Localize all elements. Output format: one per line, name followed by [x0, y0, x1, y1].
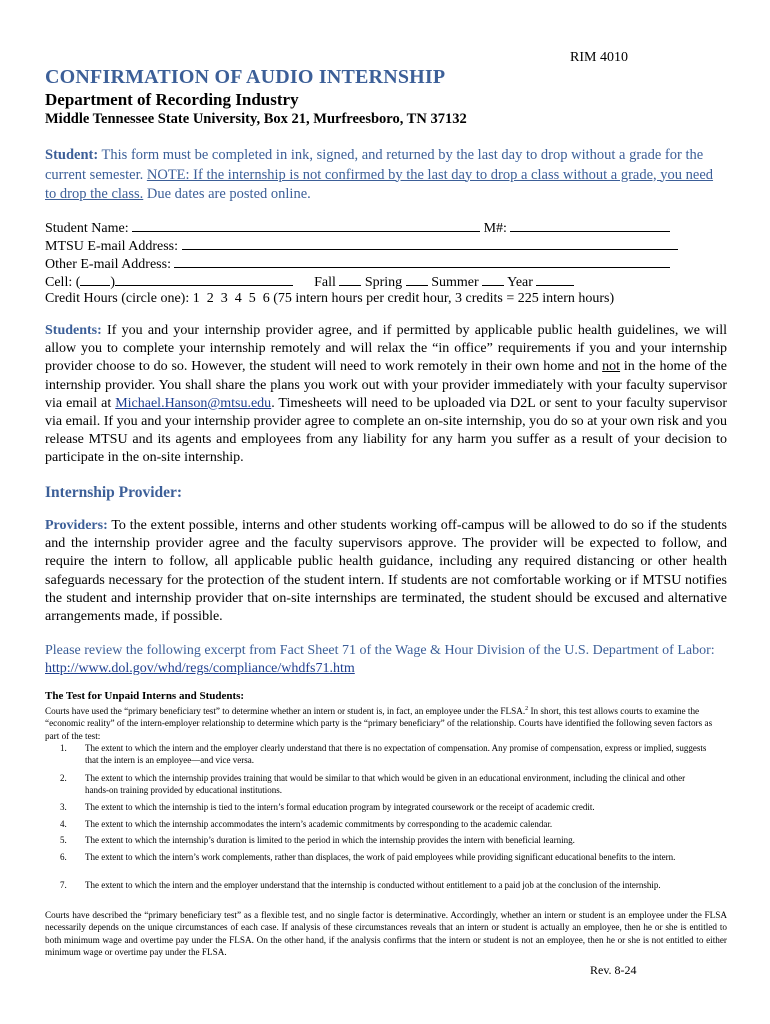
- other-email-field[interactable]: [174, 254, 670, 268]
- supervisor-email-link[interactable]: Michael.Hanson@mtsu.edu: [115, 395, 272, 411]
- footnote-marker: 2: [525, 706, 529, 712]
- year-label: Year: [507, 275, 533, 290]
- cell-semester-row: [45, 272, 574, 292]
- factor-text: The extent to which the intern’s work complements, rather than displaces, the work of paid employees while providing significant educational benefits to the intern.: [85, 852, 676, 862]
- form-code: RIM 4010: [570, 50, 628, 65]
- factor-number: 1.: [60, 743, 67, 753]
- department-name: Department of Recording Industry: [45, 90, 299, 109]
- factor-number: 4.: [60, 819, 67, 829]
- factor-number: 5.: [60, 835, 67, 845]
- unpaid-interns-test-heading: The Test for Unpaid Interns and Students:: [45, 690, 245, 702]
- students-text-end: . Timesheets will need to be uploaded via D2L or sent to your faculty supervisor via email. If you and your internship provider agree to complete an on-site internship, you do so at your own risk and you release MTSU and its agents and employees from any liability for any harm you suffer as a result of your decision to participate in the on-site internship.: [45, 395, 727, 466]
- summer-label: Summer: [431, 275, 479, 290]
- not-emphasis: not: [602, 359, 621, 375]
- summer-field[interactable]: [482, 272, 504, 286]
- year-field[interactable]: [536, 272, 574, 286]
- fall-label: Fall: [314, 275, 336, 290]
- factor-text: The extent to which the intern and the employer understand that the internship is conducted without entitlement to a paid job at the conclusion of the internship.: [85, 880, 661, 890]
- providers-text: To the extent possible, interns and other students working off-campus will be allowed to do so if the students and the internship provider agree and the faculty supervisors approve. The provider will be expected to follow, and require the intern to follow, all applicable public health guidance, including any required distancing or other health safeguards necessary for the protection of the student intern. If students are not comfortable working or if MTSU notifies the student and internship provider that on-site internships are terminated, the student should be excused and alternative arrangements made, if possible.: [45, 518, 727, 625]
- credit-hours-row: [45, 290, 614, 308]
- factor-number: 6.: [60, 852, 67, 862]
- spring-field[interactable]: [406, 272, 428, 286]
- credit-hours-options[interactable]: 1 2 3 4 5 6: [192, 291, 270, 306]
- test-closing: Courts have described the “primary beneficiary test” as a flexible test, and no single factor is determinative. Accordingly, whether an intern or student is an employee under the FLSA necessarily depends on the unique circumstances of each case. If analysis of these circumstances reveals that an intern or student is actually an employee, then he or she is entitled to both minimum wage and overtime pay under the FLSA. On the other hand, if the analysis confirms that the intern or student is not an employee, then he or she is not entitled to either minimum wage or overtime pay under the FLSA.: [45, 910, 727, 958]
- cell-number-field[interactable]: [115, 272, 293, 286]
- excerpt-text: Please review the following excerpt from Fact Sheet 71 of the Wage & Hour Division of the U.S. Department of Labor:: [45, 643, 715, 658]
- other-email-label: Other E-mail Address:: [45, 257, 171, 272]
- spring-label: Spring: [364, 275, 403, 290]
- student-notice: [45, 146, 727, 205]
- other-email-row: [45, 254, 670, 274]
- factor-text: The extent to which the internship’s duration is limited to the period in which the internship provides the intern with beneficial learning.: [85, 835, 575, 845]
- test-intro-text-continued: In short, this test allows courts to examine the “economic reality” of the intern-employer relationship to determine which party is the “primary beneficiary” of the relationship. Courts have identified the following seven factors as part of the test:: [45, 706, 713, 741]
- fall-field[interactable]: [339, 272, 361, 286]
- dol-fact-sheet-link[interactable]: http://www.dol.gov/whd/regs/compliance/whdfs71.htm: [45, 661, 355, 676]
- cell-label: Cell: (: [45, 275, 81, 290]
- revision-label: Rev. 8-24: [590, 963, 637, 977]
- factor-text: The extent to which the internship accommodates the intern’s academic commitments by corresponding to the academic calendar.: [85, 819, 553, 829]
- student-notice-text: This form must be completed in ink, signed, and returned by the last day to drop without a grade for the current semester.: [45, 147, 704, 183]
- students-text: If you and your internship provider agree, and if permitted by applicable public health guidelines, we will allow you to complete your internship remotely and will relax the “in office” requirements if you and your internship provider choose to do so. However, the student will need to work remotely in their own home and: [45, 323, 727, 375]
- factor-text: The extent to which the internship is tied to the intern’s formal education program by integrated coursework or the receipt of academic credit.: [85, 802, 595, 812]
- students-text-continued: in the home of the internship provider. You shall share the plans you work out with your provider immediately with your faculty supervisor via email at: [45, 359, 727, 411]
- factor-number: 3.: [60, 802, 67, 812]
- student-name-field[interactable]: [132, 218, 480, 232]
- test-intro-text: Courts have used the “primary beneficiary test” to determine whether an intern or student is, in fact, an employee under the FLSA.: [45, 706, 526, 717]
- credit-hours-note: (75 intern hours per credit hour, 3 credits = 225 intern hours): [273, 291, 615, 306]
- students-label: Students:: [45, 323, 102, 338]
- mtsu-email-row: [45, 236, 678, 256]
- mtsu-email-label: MTSU E-mail Address:: [45, 239, 178, 254]
- factor-number: 2.: [60, 773, 67, 783]
- providers-label: Providers:: [45, 518, 108, 533]
- students-section: [45, 322, 727, 468]
- student-name-row: [45, 218, 670, 238]
- student-notice-warning: NOTE: If the internship is not confirmed by the last day to drop a class without a grade, you need to drop the class.: [45, 166, 714, 202]
- student-notice-due-dates: Due dates are posted online.: [143, 186, 311, 202]
- fact-sheet-excerpt: [45, 642, 727, 678]
- factor-text: The extent to which the intern and the employer clearly understand that there is no expectation of compensation. Any promise of compensation, express or implied, suggests that the intern is an employee—and vice versa.: [85, 743, 707, 766]
- m-number-field[interactable]: [510, 218, 670, 232]
- cell-area-code-field[interactable]: [80, 272, 110, 286]
- factor-text: The extent to which the internship provides training that would be similar to that which would be given in an educational environment, including the clinical and other hands-on training provided by educational institutions.: [85, 773, 686, 796]
- providers-section: [45, 517, 727, 626]
- m-number-label: M#:: [483, 221, 507, 236]
- student-notice-label: Student:: [45, 147, 99, 163]
- credit-hours-label: Credit Hours (circle one):: [45, 291, 190, 306]
- mtsu-email-field[interactable]: [182, 236, 678, 250]
- internship-provider-heading: Internship Provider:: [45, 484, 183, 501]
- document-title: CONFIRMATION OF AUDIO INTERNSHIP: [45, 66, 446, 88]
- university-address: Middle Tennessee State University, Box 21, Murfreesboro, TN 37132: [45, 111, 467, 127]
- factor-number: 7.: [60, 880, 67, 890]
- cell-close-paren: ): [110, 275, 116, 290]
- student-name-label: Student Name:: [45, 221, 129, 236]
- test-intro: [45, 703, 727, 742]
